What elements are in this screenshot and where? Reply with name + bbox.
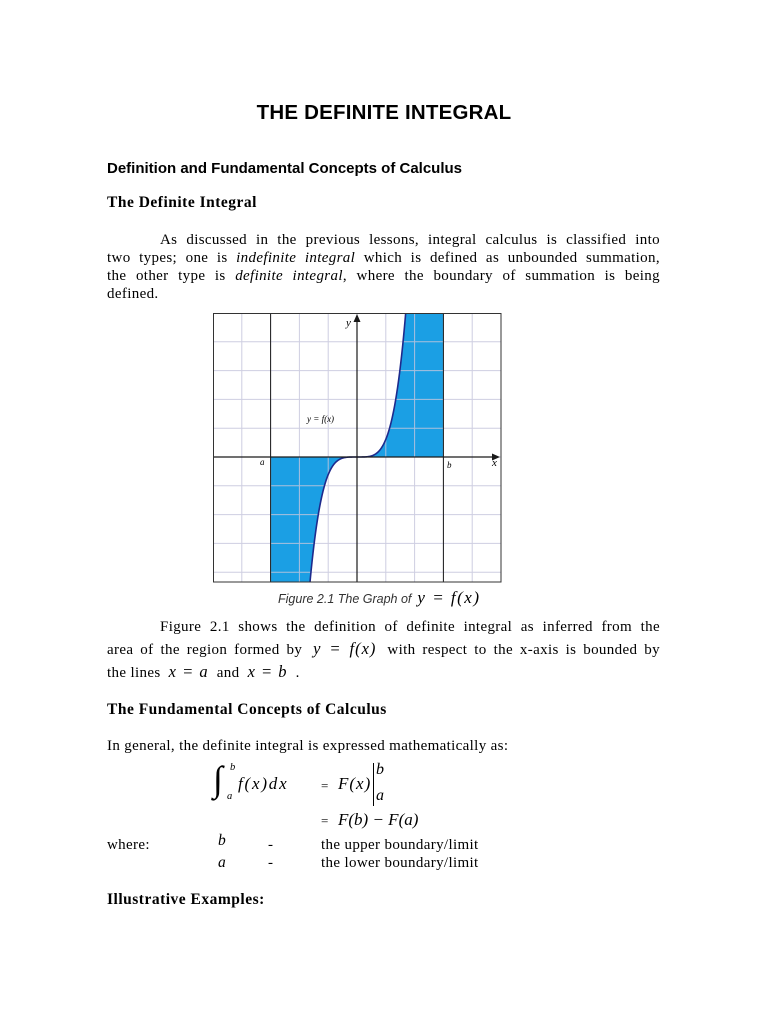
text-run: two types; one is: [107, 250, 228, 266]
definition-dash: -: [268, 837, 274, 853]
text-run: area of the region formed by: [107, 642, 303, 658]
paragraph-line: [107, 661, 300, 684]
text-run: the other type is: [107, 268, 226, 284]
graph-lines: [213, 313, 501, 582]
definition-dash: -: [268, 855, 274, 871]
definition-meaning: the lower boundary/limit: [321, 855, 479, 871]
figure-caption: [278, 587, 481, 610]
inline-math: y = f(x): [313, 639, 377, 658]
definition-symbol: b: [218, 832, 226, 849]
definition-meaning: the upper boundary/limit: [321, 837, 479, 853]
caption-text: Figure 2.1 The Graph of: [278, 592, 412, 606]
text-run: and: [216, 665, 240, 681]
italic-term: indefinite integral: [236, 250, 356, 266]
page-title: THE DEFINITE INTEGRAL: [256, 101, 512, 124]
equation-intro: In general, the definite integral is expressed mathematically as:: [107, 738, 509, 754]
text-run: Figure 2.1 shows the definition of definite integral as inferred from the: [160, 619, 660, 635]
text-run: with respect to the x-axis is bounded by: [387, 642, 660, 658]
paragraph-line: [160, 616, 660, 638]
paragraph-line: [107, 267, 660, 285]
text-run: As discussed in the previous lessons, integral calculus is classified into: [160, 232, 660, 248]
equation-result: F(b) − F(a): [338, 810, 419, 829]
subheading-fundamental-concepts: The Fundamental Concepts of Calculus: [107, 701, 387, 718]
paragraph-line: [160, 231, 660, 249]
inline-math: x = a: [168, 662, 209, 681]
paragraph-line: [107, 285, 159, 303]
evaluation-upper: b: [376, 761, 384, 778]
evaluation-lower: a: [376, 787, 384, 804]
where-label: where:: [107, 837, 150, 853]
caption-math: y = f(x): [417, 588, 481, 607]
y-axis-arrowhead: [354, 314, 361, 322]
integral-lower-limit: a: [227, 791, 233, 802]
curve-label: y = f(x): [307, 414, 335, 424]
subheading-definite-integral: The Definite Integral: [107, 194, 257, 211]
text-run: which is defined as unbounded summation,: [363, 250, 660, 266]
lower-bound-label: a: [260, 457, 265, 467]
graph-figure: [213, 313, 503, 583]
y-axis-label: y: [346, 317, 351, 329]
paragraph-line: [107, 638, 660, 661]
shaded-region-left: [271, 457, 357, 582]
evaluation-bar: [373, 763, 374, 806]
paragraph-line: [107, 249, 660, 267]
x-axis-label: x: [492, 457, 497, 469]
inline-math: x = b: [247, 662, 288, 681]
definition-symbol: a: [218, 854, 226, 871]
section-heading: Definition and Fundamental Concepts of Calculus: [107, 160, 463, 177]
upper-bound-label: b: [447, 460, 452, 470]
antiderivative: F(x): [338, 774, 372, 793]
shaded-region-right: [357, 313, 443, 457]
text-run: defined.: [107, 286, 159, 302]
examples-heading: Illustrative Examples:: [107, 891, 265, 908]
equals-sign: =: [321, 813, 329, 828]
text-run: .: [295, 665, 300, 681]
text-run: the lines: [107, 665, 161, 681]
text-run: , where the boundary of summation is being: [342, 268, 660, 284]
integral-upper-limit: b: [230, 762, 236, 773]
italic-term: definite integral: [235, 268, 343, 284]
integrand: f(x)dx: [238, 774, 289, 793]
integral-sign: ∫: [213, 759, 223, 799]
equals-sign: =: [321, 778, 329, 793]
